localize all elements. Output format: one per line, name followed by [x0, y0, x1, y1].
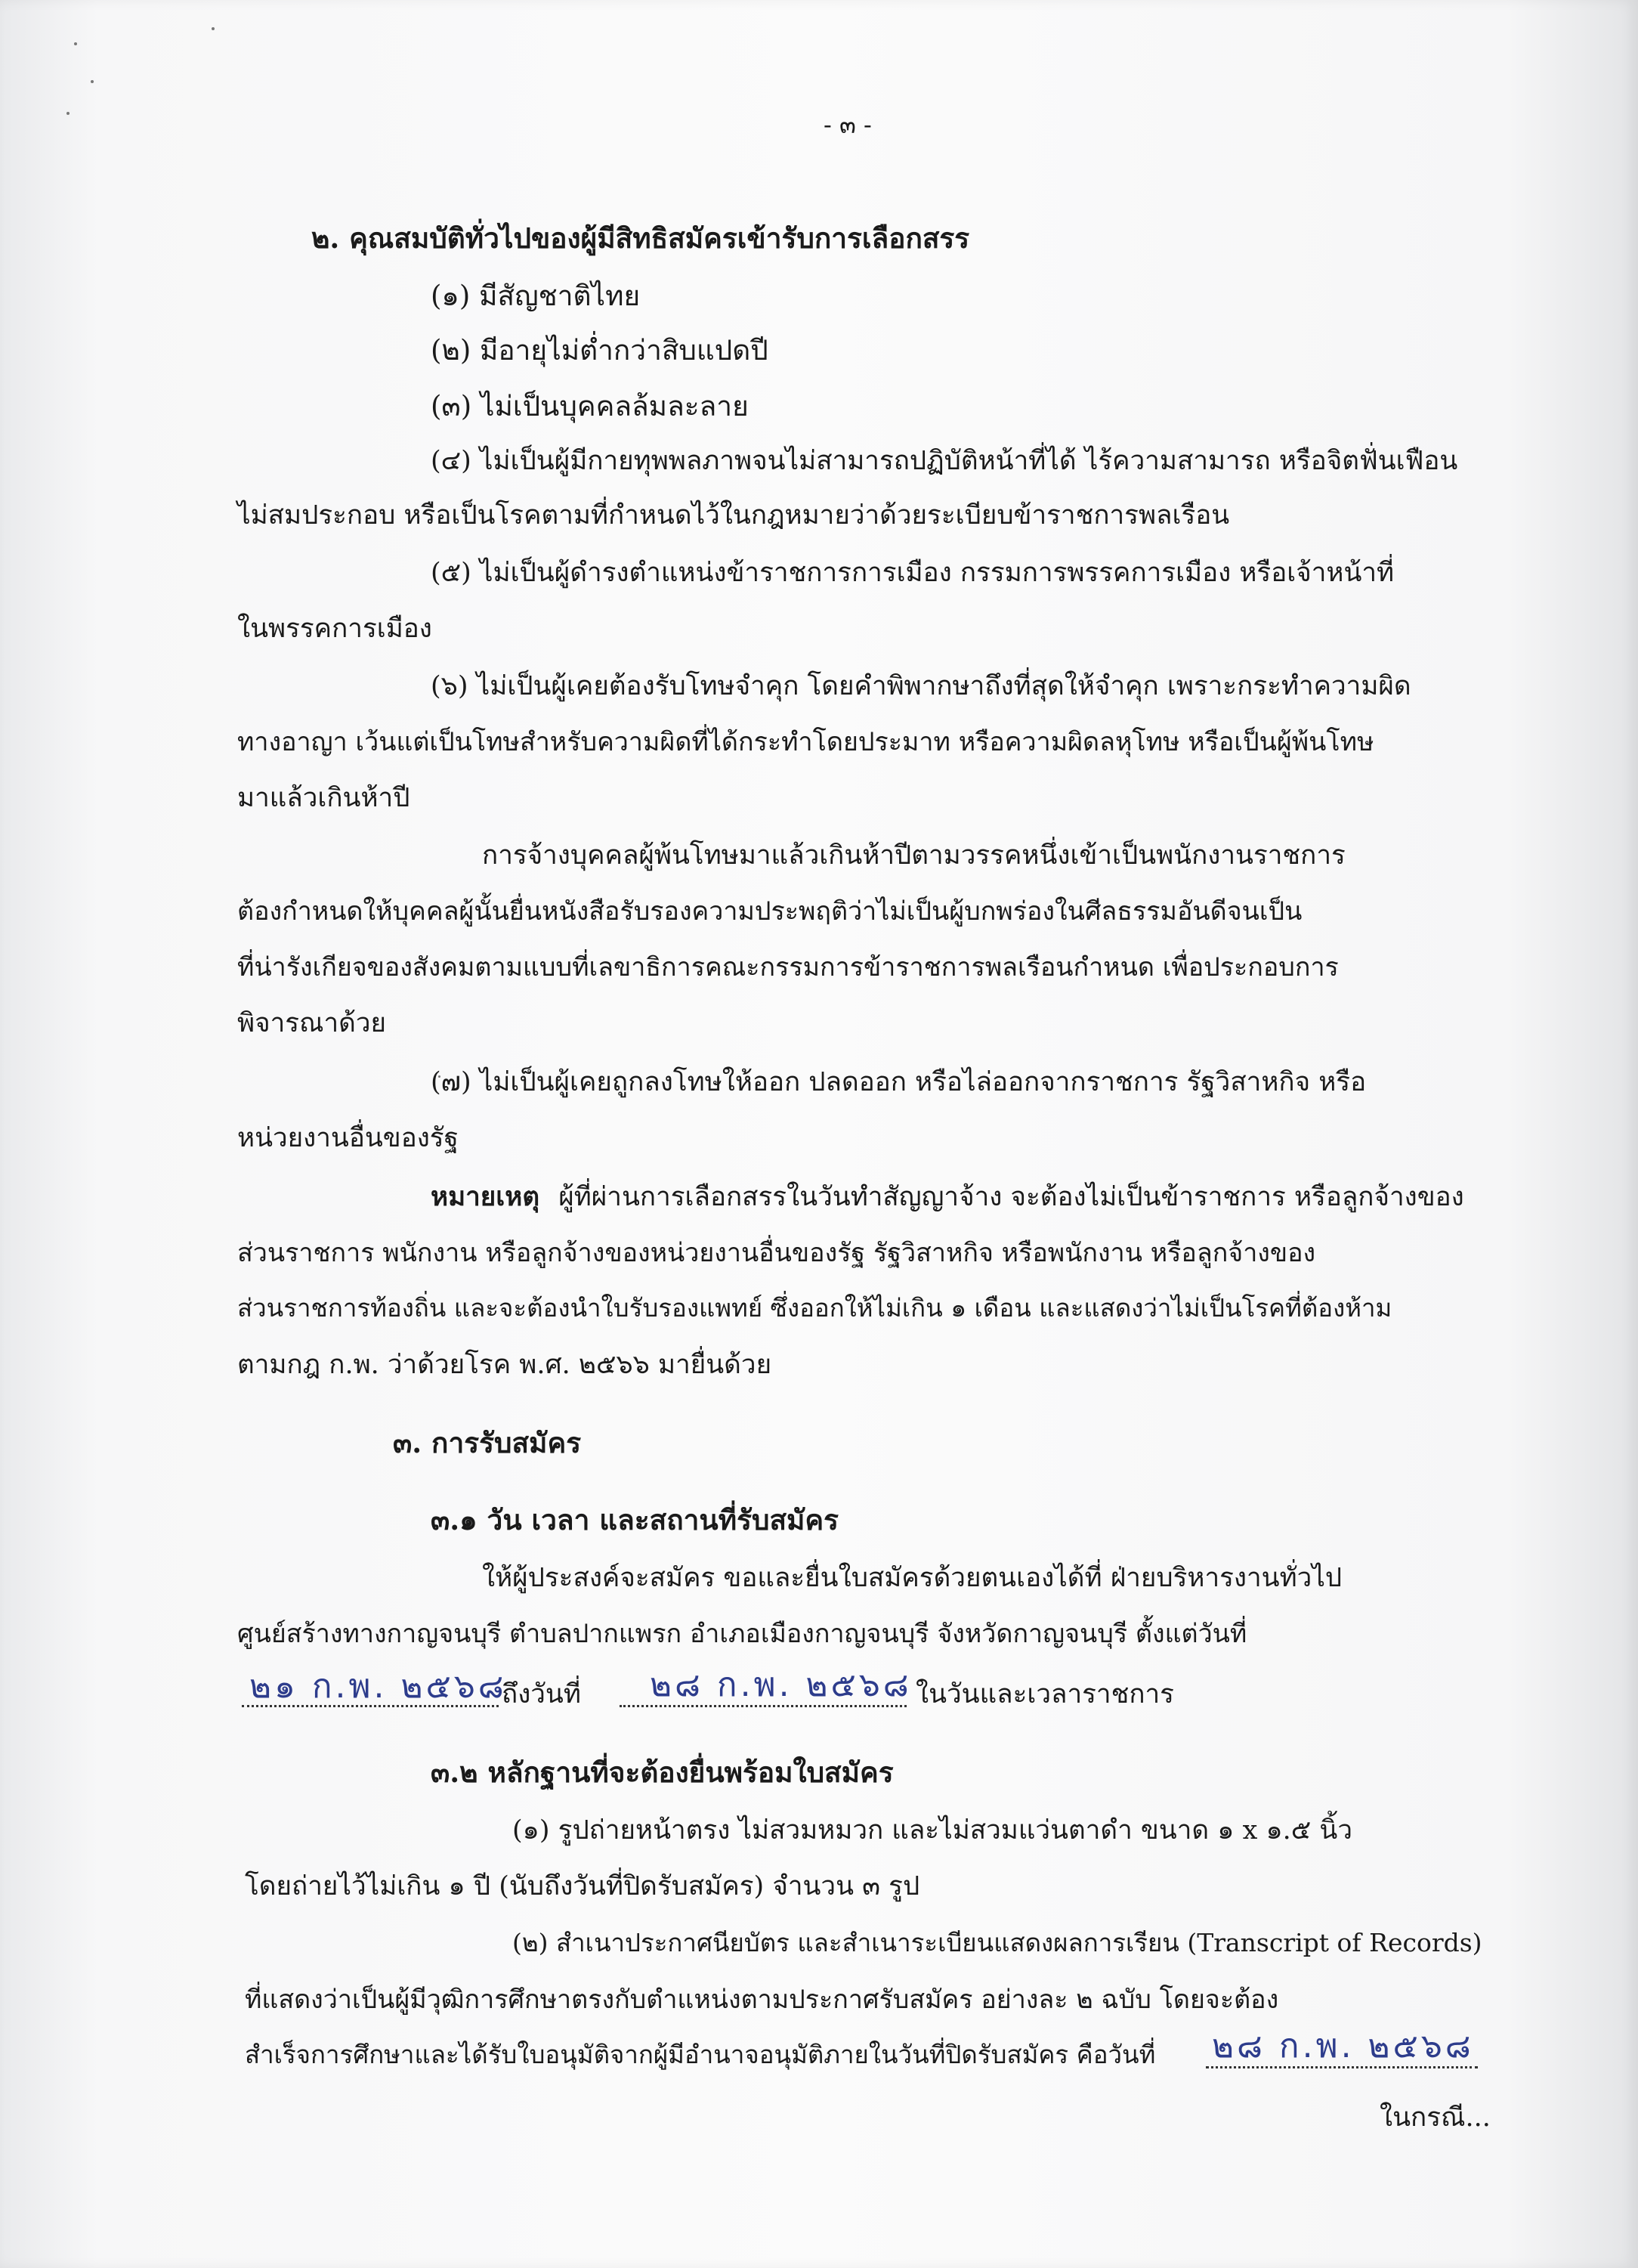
note-text: ผู้ที่ผ่านการเลือกสรรในวันทำสัญญาจ้าง จะต้องไม่เป็นข้าราชการ หรือลูกจ้างของ: [558, 1182, 1464, 1212]
qualification-item-5-line-1: (๕) ไม่เป็นผู้ดำรงตำแหน่งข้าราชการการเมือง กรรมการพรรคการเมือง หรือเจ้าหน้าที่: [431, 558, 1395, 588]
qualification-item-5-line-2: ในพรรคการเมือง: [237, 614, 432, 644]
page-number: - ๓ -: [824, 110, 872, 139]
qualification-item-6-line-2: ทางอาญา เว้นแต่เป็นโทษสำหรับความผิดที่ได้กระทำโดยประมาท หรือความผิดลหุโทษ หรือเป็นผู้พ้นโทษ: [237, 727, 1374, 757]
document-item-2-line-1: (๒) สำเนาประกาศนียบัตร และสำเนาระเบียนแสดงผลการเรียน (Transcript of Records): [512, 1928, 1482, 1957]
qualification-item-1: (๑) มีสัญชาติไทย: [431, 280, 641, 312]
qualification-item-4-line-1: (๔) ไม่เป็นผู้มีกายทุพพลภาพจนไม่สามารถปฏิบัติหน้าที่ได้ ไร้ความสามารถ หรือจิตฟั่นเฟือน: [431, 446, 1458, 476]
qualification-item-7-line-1: (๗) ไม่เป็นผู้เคยถูกลงโทษให้ออก ปลดออก หรือไล่ออกจากราชการ รัฐวิสาหกิจ หรือ: [431, 1067, 1367, 1097]
paragraph-line-1: การจ้างบุคคลผู้พ้นโทษมาแล้วเกินห้าปีตามวรรคหนึ่งเข้าเป็นพนักงานราชการ: [482, 840, 1346, 871]
note-line-4: ตามกฎ ก.พ. ว่าด้วยโรค พ.ศ. ๒๕๖๖ มายื่นด้วย: [237, 1350, 772, 1380]
note-label: หมายเหตุ: [431, 1181, 540, 1212]
document-item-2-line-3: สำเร็จการศึกษาและได้รับใบอนุมัติจากผู้มีอำนาจอนุมัติภายในวันที่ปิดรับสมัคร คือวันที่: [245, 2040, 1156, 2069]
paragraph-line-3: ที่น่ารังเกียจของสังคมตามแบบที่เลขาธิการคณะกรรมการข้าราชการพลเรือนกำหนด เพื่อประกอบการ: [237, 952, 1339, 982]
qualification-item-3: (๓) ไม่เป็นบุคคลล้มละลาย: [431, 390, 749, 422]
closing-date-handwritten: ๒๘ ก.พ. ๒๕๖๘: [1212, 2027, 1474, 2065]
note-line-1: [431, 1176, 1464, 1218]
qualification-item-6-line-1: (๖) ไม่เป็นผู้เคยต้องรับโทษจำคุก โดยคำพิพากษาถึงที่สุดให้จำคุก เพราะกระทำความผิด: [431, 671, 1411, 701]
document-item-1-line-1: (๑) รูปถ่ายหน้าตรง ไม่สวมหมวก และไม่สวมแว่นตาดำ ขนาด ๑ x ๑.๕ นิ้ว: [512, 1815, 1352, 1846]
note-line-2: ส่วนราชการ พนักงาน หรือลูกจ้างของหน่วยงานอื่นของรัฐ รัฐวิสาหกิจ หรือพนักงาน หรือลูกจ้างของ: [237, 1238, 1316, 1268]
document-item-2-line-2: ที่แสดงว่าเป็นผู้มีวุฒิการศึกษาตรงกับตำแหน่งตามประกาศรับสมัคร อย่างละ ๒ ฉบับ โดยจะต้อง: [245, 1985, 1279, 2015]
qualification-item-7-line-2: หน่วยงานอื่นของรัฐ: [237, 1123, 459, 1153]
note-line-3: ส่วนราชการท้องถิ่น และจะต้องนำใบรับรองแพทย์ ซึ่งออกให้ไม่เกิน ๑ เดือน และแสดงว่าไม่เป็นโรคที่ต้องห้าม: [237, 1293, 1392, 1323]
continuation-text: ในกรณี...: [1380, 2102, 1491, 2133]
paragraph-line-2: ต้องกำหนดให้บุคคลผู้นั้นยื่นหนังสือรับรองความประพฤติว่าไม่เป็นผู้บกพร่องในศีลธรรมอันดีจนเป็น: [237, 896, 1303, 927]
section-3-2-heading: ๓.๒ หลักฐานที่จะต้องยื่นพร้อมใบสมัคร: [431, 1756, 894, 1789]
qualification-item-6-line-3: มาแล้วเกินห้าปี: [237, 783, 410, 813]
start-date-handwritten: ๒๑ ก.พ. ๒๕๖๘: [249, 1667, 507, 1706]
section-2-heading: ๒. คุณสมบัติทั่วไปของผู้มีสิทธิสมัครเข้ารับการเลือกสรร: [311, 221, 970, 255]
document-item-1-line-2: โดยถ่ายไว้ไม่เกิน ๑ ปี (นับถึงวันที่ปิดรับสมัคร) จำนวน ๓ รูป: [245, 1871, 920, 1901]
section-3-heading: ๓. การรับสมัคร: [393, 1426, 582, 1459]
to-date-label: ถึงวันที่: [502, 1679, 581, 1710]
paragraph-line-4: พิจารณาด้วย: [237, 1008, 387, 1038]
end-date-handwritten: ๒๘ ก.พ. ๒๕๖๘: [650, 1666, 912, 1704]
qualification-item-2: (๒) มีอายุไม่ต่ำกว่าสิบแปดปี: [431, 334, 768, 367]
application-line-1: ให้ผู้ประสงค์จะสมัคร ขอและยื่นใบสมัครด้วยตนเองได้ที่ ฝ่ายบริหารงานทั่วไป: [482, 1563, 1343, 1593]
qualification-item-4-line-2: ไม่สมประกอบ หรือเป็นโรคตามที่กำหนดไว้ในกฎหมายว่าด้วยระเบียบข้าราชการพลเรือน: [237, 500, 1230, 531]
office-hours-text: ในวันและเวลาราชการ: [916, 1679, 1174, 1710]
section-3-1-heading: ๓.๑ วัน เวลา และสถานที่รับสมัคร: [431, 1503, 839, 1536]
application-line-2: ศูนย์สร้างทางกาญจนบุรี ตำบลปากแพรก อำเภอเมืองกาญจนบุรี จังหวัดกาญจนบุรี ตั้งแต่วันที่: [237, 1619, 1247, 1649]
